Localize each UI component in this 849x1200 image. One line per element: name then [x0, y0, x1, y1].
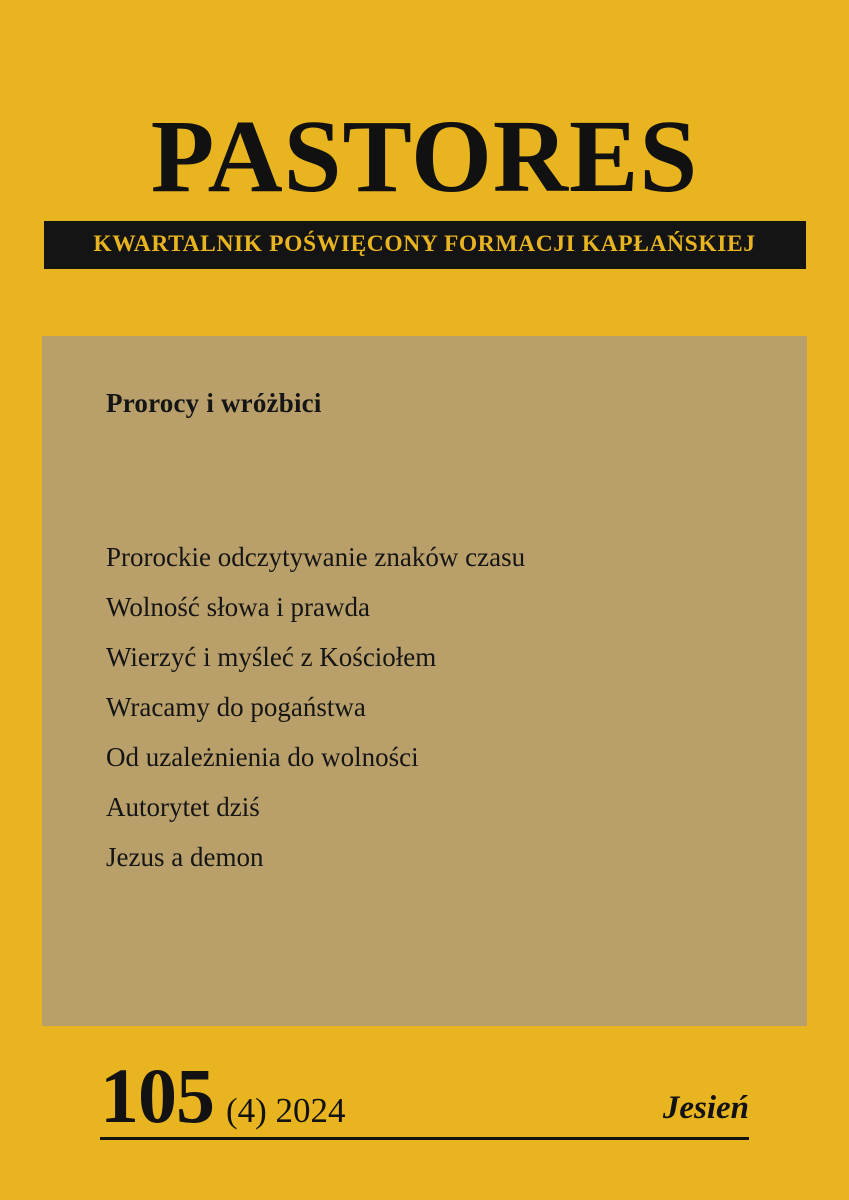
- masthead: [0, 99, 849, 269]
- issue-number: 105: [100, 1051, 214, 1139]
- list-item: Jezus a demon: [106, 842, 264, 872]
- issue-footer: [100, 1030, 749, 1140]
- issue-meta: (4) 2024: [226, 1090, 346, 1130]
- list-item: Prorockie odczytywanie znaków czasu: [106, 542, 526, 572]
- list-item: Wolność słowa i prawda: [106, 592, 371, 622]
- journal-subtitle: KWARTALNIK POŚWIĘCONY FORMACJI KAPŁAŃSKIEJ: [93, 231, 756, 258]
- contents-panel: [42, 336, 807, 1026]
- subtitle-bar: [44, 221, 806, 269]
- issue-line: [100, 1051, 749, 1140]
- table-of-contents: [106, 532, 767, 882]
- list-item: Od uzależnienia do wolności: [106, 742, 419, 772]
- list-item: Autorytet dziś: [106, 792, 260, 822]
- list-item: Wracamy do pogaństwa: [106, 692, 366, 722]
- list-item: Wierzyć i myśleć z Kościołem: [106, 642, 437, 672]
- issue-season: Jesień: [662, 1090, 749, 1126]
- theme-heading: Prorocy i wróżbici: [106, 388, 322, 418]
- issue-identifier: [100, 1051, 346, 1139]
- journal-title: PASTORES: [150, 99, 699, 214]
